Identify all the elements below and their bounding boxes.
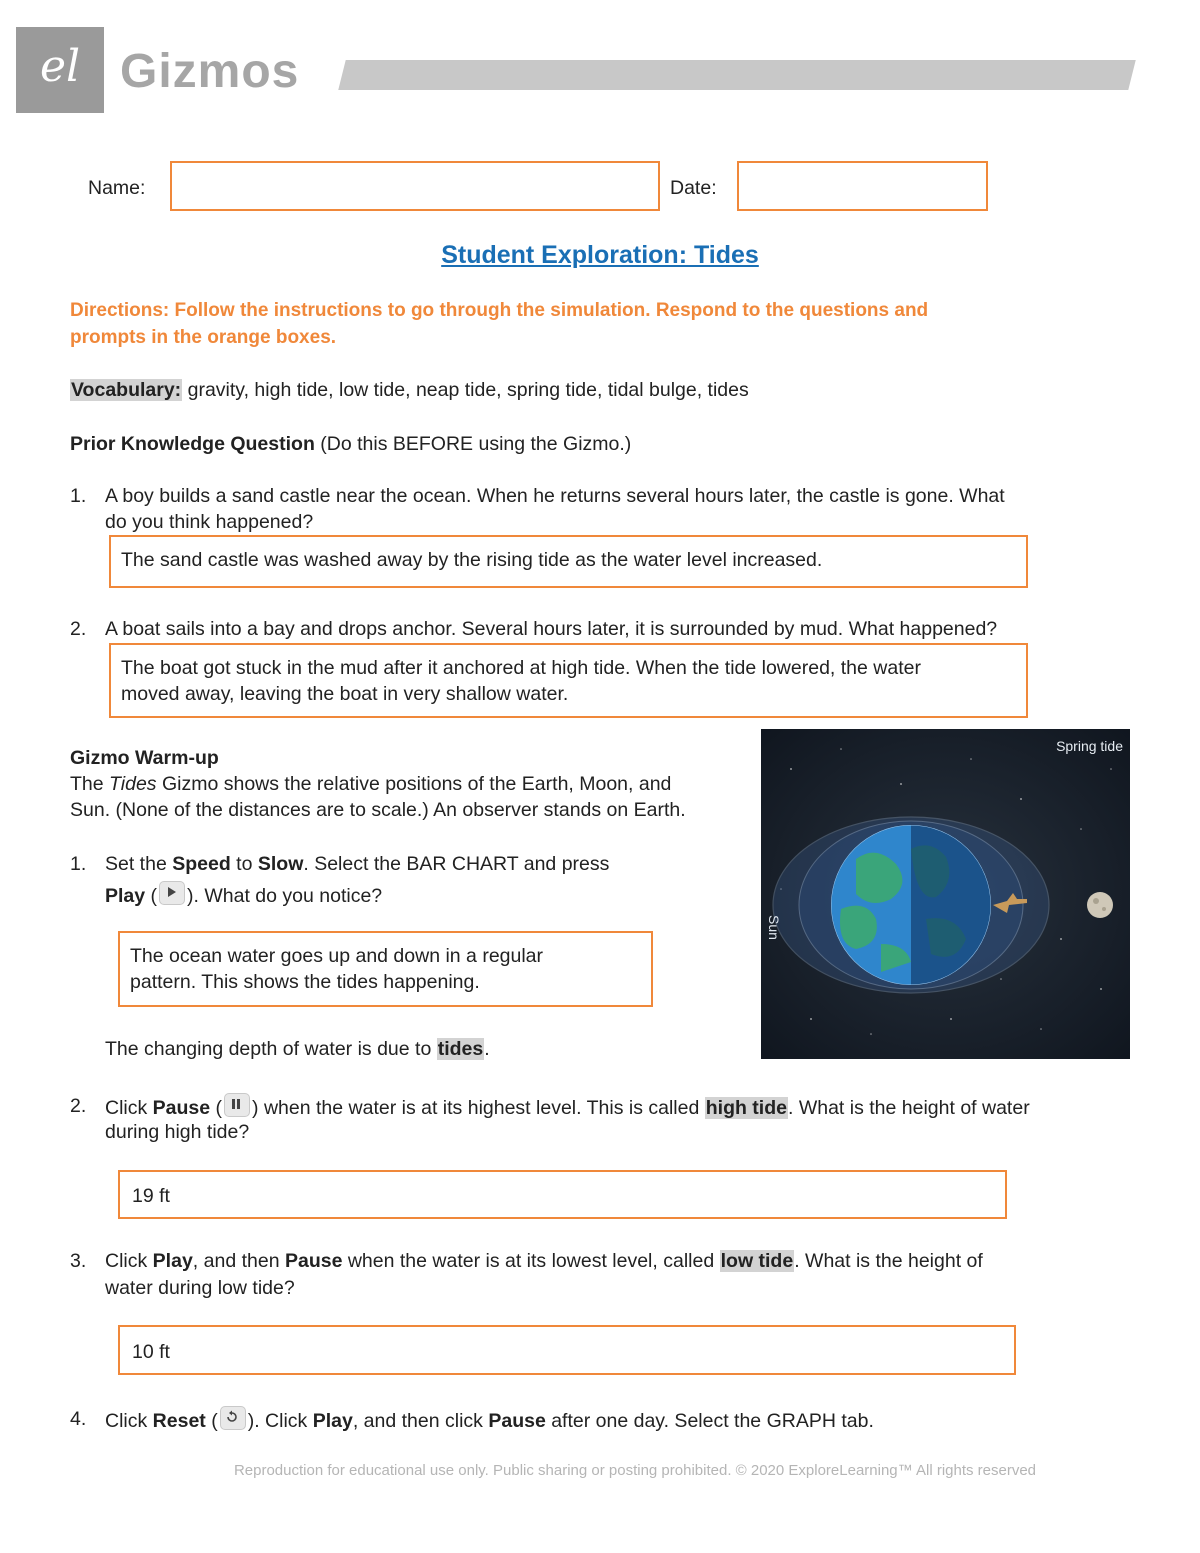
step2-line-2: during high tide?: [105, 1121, 250, 1143]
q2-text-line-1: A boat sails into a bay and drops anchor. Several hours later, it is surrounded by mud. What happened?: [105, 618, 998, 640]
warmup-heading: Gizmo Warm-up: [70, 747, 219, 769]
q2-number: 2.: [70, 618, 87, 640]
step1-answer-line-1: The ocean water goes up and down in a regular: [130, 945, 544, 967]
tides-gizmo-image: [761, 729, 1130, 1059]
vocabulary-label: Vocabulary:: [71, 379, 182, 401]
q2-answer-line-1: The boat got stuck in the mud after it anchored at high tide. When the tide lowered, the water: [121, 657, 921, 679]
q1-text-line-1: A boy builds a sand castle near the ocean. When he returns several hours later, the castle is gone. What: [105, 485, 1005, 507]
step1-answer-box[interactable]: [118, 931, 653, 1007]
date-field[interactable]: [737, 161, 988, 211]
vocabulary: [70, 377, 749, 403]
step3-answer-box[interactable]: [118, 1325, 1016, 1375]
warmup-intro-line-2: Sun. (None of the distances are to scale.) An observer stands on Earth.: [70, 799, 686, 821]
step2-line-1: Click Pause ( ) when the water is at its highest level. This is called high tide. What is the height of water: [105, 1093, 1030, 1121]
directions-line-2: prompts in the orange boxes.: [70, 327, 337, 348]
sun-label: Sun: [766, 915, 782, 940]
spring-tide-label: Spring tide: [1056, 738, 1123, 754]
q1-text-line-2: do you think happened?: [105, 511, 314, 533]
step2-number: 2.: [70, 1095, 87, 1117]
name-field[interactable]: [170, 161, 660, 211]
brand-name: Gizmos: [120, 45, 300, 98]
q1-answer: The sand castle was washed away by the rising tide as the water level increased.: [121, 549, 823, 571]
logo-glyph: el: [39, 41, 81, 92]
step1-follow-up: The changing depth of water is due to tides.: [105, 1038, 490, 1060]
step2-answer: 19 ft: [132, 1185, 170, 1207]
q1-number: 1.: [70, 485, 87, 507]
step2-answer-box[interactable]: [118, 1170, 1007, 1219]
step1-line-2: Play ( ). What do you notice?: [105, 881, 382, 909]
reset-icon: [220, 1406, 246, 1430]
step4-number: 4.: [70, 1408, 87, 1430]
tides-scene-svg: [761, 729, 1130, 1059]
prior-knowledge-heading: Prior Knowledge Question (Do this BEFORE using the Gizmo.): [70, 433, 632, 455]
q1-answer-box[interactable]: [109, 535, 1028, 588]
q2-answer-box[interactable]: [109, 643, 1028, 718]
earth-icon: [831, 825, 991, 985]
page-title: Student Exploration: Tides: [441, 241, 759, 269]
date-label: Date:: [670, 177, 717, 199]
moon-icon: [1087, 892, 1113, 918]
pause-icon: [224, 1093, 250, 1117]
step1-answer-line-2: pattern. This shows the tides happening.: [130, 971, 480, 993]
play-icon: [159, 881, 185, 905]
step1-number: 1.: [70, 853, 87, 875]
step4-line-1: Click Reset ( ). Click Play, and then click Pause after one day. Select the GRAPH tab.: [105, 1406, 874, 1434]
name-label: Name:: [88, 177, 146, 199]
q2-answer-line-2: moved away, leaving the boat in very shallow water.: [121, 683, 569, 705]
warmup-intro-line-1: The Tides Gizmo shows the relative positions of the Earth, Moon, and: [70, 773, 672, 795]
footer-text: Reproduction for educational use only. Public sharing or posting prohibited. © 2020 ExploreLearning™ All rights reserved: [233, 1462, 1037, 1479]
header-bar: [338, 60, 1135, 90]
step3-answer: 10 ft: [132, 1341, 170, 1363]
vocabulary-terms: gravity, high tide, low tide, neap tide, spring tide, tidal bulge, tides: [182, 379, 749, 401]
step3-line-2: water during low tide?: [105, 1277, 295, 1299]
step3-line-1: Click Play, and then Pause when the water is at its lowest level, called low tide. What is the height of: [105, 1250, 983, 1272]
step3-number: 3.: [70, 1250, 87, 1272]
directions-line-1: Directions: Follow the instructions to go through the simulation. Respond to the questions and: [70, 300, 929, 321]
gizmos-logo: [16, 27, 104, 113]
step1-line-1: Set the Speed to Slow. Select the BAR CHART and press: [105, 853, 610, 875]
